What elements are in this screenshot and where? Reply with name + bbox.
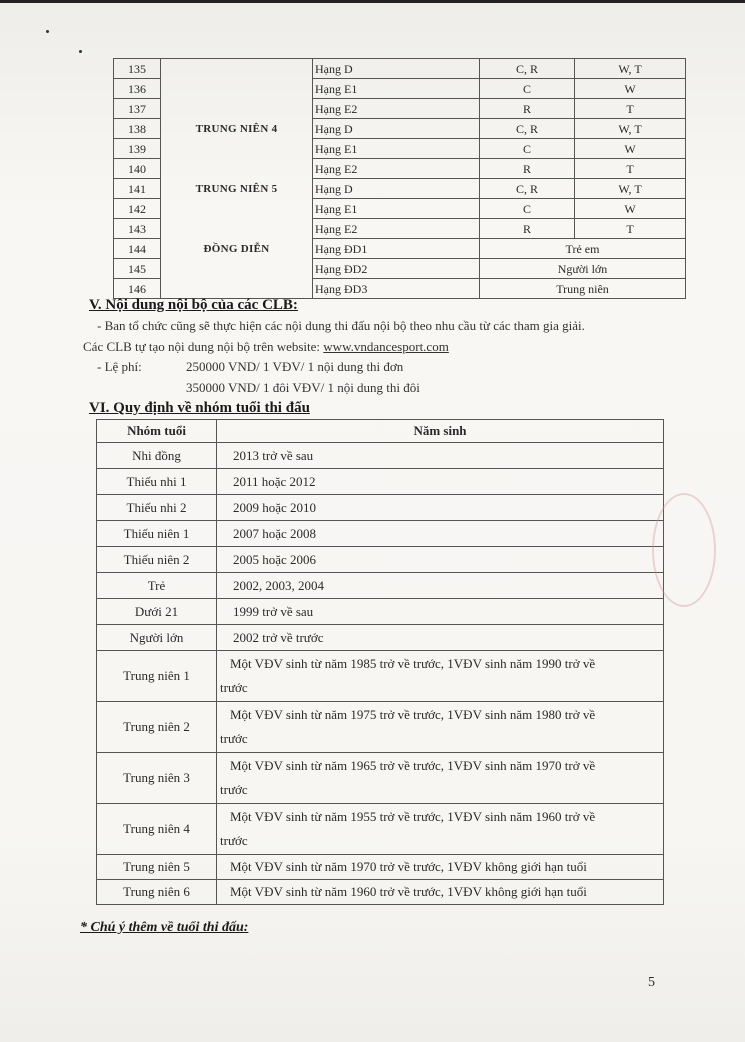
table-row	[97, 702, 664, 753]
event-group	[161, 139, 313, 159]
event-level: Hạng ĐD3	[313, 279, 480, 299]
age-group: Thiếu niên 1	[97, 521, 217, 547]
event-number: 135	[114, 59, 161, 79]
birth-year: 2011 hoặc 2012	[217, 469, 664, 495]
section-5-line-2-text: Các CLB tự tạo nội dung nội bộ trên website:	[83, 339, 324, 354]
event-dances-extra: T	[575, 159, 686, 179]
event-group	[161, 159, 313, 179]
event-level: Hạng D	[313, 179, 480, 199]
stamp-mark	[652, 493, 716, 607]
section-5-line-1: - Ban tổ chức cũng sẽ thực hiện các nội dung thi đấu nội bộ theo nhu cầu từ các tham gia giải.	[97, 318, 585, 333]
table-row	[114, 59, 686, 79]
event-number: 141	[114, 179, 161, 199]
table-row	[97, 855, 664, 880]
event-number: 143	[114, 219, 161, 239]
event-group	[161, 199, 313, 219]
event-group: TRUNG NIÊN 4	[161, 119, 313, 139]
event-number: 145	[114, 259, 161, 279]
event-level: Hạng E1	[313, 139, 480, 159]
age-group: Thiếu nhi 2	[97, 495, 217, 521]
age-groups-table	[96, 419, 664, 905]
birth-year-rule	[217, 880, 664, 905]
birth-year-rule	[217, 702, 664, 753]
birth-year-rule	[217, 651, 664, 702]
event-dances: C, R	[480, 59, 575, 79]
birth-year: 2009 hoặc 2010	[217, 495, 664, 521]
fee-label: - Lệ phí:	[97, 359, 142, 374]
table-row	[114, 139, 686, 159]
event-dances-extra: T	[575, 99, 686, 119]
table-row	[114, 119, 686, 139]
event-number: 144	[114, 239, 161, 259]
table-row	[97, 443, 664, 469]
table-row	[97, 547, 664, 573]
event-level: Hạng E1	[313, 199, 480, 219]
event-category: Trẻ em	[480, 239, 686, 259]
fee-couple: 350000 VND/ 1 đôi VĐV/ 1 nội dung thi đôi	[186, 380, 420, 395]
birth-year: 2005 hoặc 2006	[217, 547, 664, 573]
scan-top-edge	[0, 0, 745, 3]
section-5-heading: V. Nội dung nội bộ của các CLB:	[89, 297, 298, 313]
table-row	[114, 159, 686, 179]
events-table	[113, 58, 686, 299]
age-group: Trung niên 5	[97, 855, 217, 880]
birth-year-rule-line-2: trước	[220, 680, 248, 695]
age-group: Trung niên 3	[97, 753, 217, 804]
table-row	[114, 239, 686, 259]
website-link[interactable]: www.vndancesport.com	[323, 339, 449, 354]
table-row	[97, 495, 664, 521]
age-group: Trung niên 6	[97, 880, 217, 905]
note-heading: * Chú ý thêm về tuổi thi đấu:	[80, 920, 249, 935]
event-dances: C, R	[480, 119, 575, 139]
event-dances-extra: W, T	[575, 119, 686, 139]
event-category: Trung niên	[480, 279, 686, 299]
birth-year-rule-line-1: Một VĐV sinh từ năm 1975 trở về trước, 1VĐV sinh năm 1980 trở về	[230, 707, 596, 722]
event-group	[161, 79, 313, 99]
birth-year-rule-line-2: trước	[220, 731, 248, 746]
event-group	[161, 259, 313, 279]
event-dances: C, R	[480, 179, 575, 199]
event-dances: R	[480, 159, 575, 179]
event-level: Hạng E2	[313, 219, 480, 239]
table-header-row	[97, 420, 664, 443]
table-row	[114, 179, 686, 199]
section-5-line-2	[83, 339, 449, 355]
birth-year-rule-line-1: Một VĐV sinh từ năm 1955 trở về trước, 1VĐV sinh năm 1960 trở về	[230, 809, 596, 824]
birth-year-rule-line-2: trước	[220, 782, 248, 797]
table-row	[97, 625, 664, 651]
event-group: TRUNG NIÊN 5	[161, 179, 313, 199]
fee-single: 250000 VND/ 1 VĐV/ 1 nội dung thi đơn	[186, 359, 404, 374]
event-dances: C	[480, 199, 575, 219]
age-group: Dưới 21	[97, 599, 217, 625]
event-group	[161, 279, 313, 299]
age-group: Thiếu nhi 1	[97, 469, 217, 495]
table-row	[97, 804, 664, 855]
table-row	[97, 651, 664, 702]
birth-year: 2002 trở về trước	[217, 625, 664, 651]
event-number: 142	[114, 199, 161, 219]
birth-year: 1999 trở về sau	[217, 599, 664, 625]
column-header-year: Năm sinh	[217, 420, 664, 443]
event-level: Hạng D	[313, 119, 480, 139]
event-dances: C	[480, 139, 575, 159]
table-row	[97, 573, 664, 599]
table-row	[114, 199, 686, 219]
event-number: 140	[114, 159, 161, 179]
event-level: Hạng D	[313, 59, 480, 79]
scan-speck	[46, 30, 49, 33]
table-row	[97, 521, 664, 547]
table-row	[97, 599, 664, 625]
birth-year-rule-line-1: Một VĐV sinh từ năm 1970 trở về trước, 1VĐV không giới hạn tuổi	[230, 859, 587, 874]
table-row	[114, 219, 686, 239]
age-group: Trung niên 4	[97, 804, 217, 855]
event-group	[161, 99, 313, 119]
event-level: Hạng E2	[313, 159, 480, 179]
birth-year-rule	[217, 855, 664, 880]
age-group: Thiếu niên 2	[97, 547, 217, 573]
table-row	[114, 259, 686, 279]
age-group: Trung niên 2	[97, 702, 217, 753]
page-number: 5	[648, 975, 655, 990]
table-row	[114, 279, 686, 299]
birth-year-rule	[217, 804, 664, 855]
event-dances-extra: W, T	[575, 59, 686, 79]
table-row	[97, 469, 664, 495]
scan-speck	[79, 50, 82, 53]
event-category: Người lớn	[480, 259, 686, 279]
birth-year-rule-line-2: trước	[220, 833, 248, 848]
birth-year-rule-line-1: Một VĐV sinh từ năm 1960 trở về trước, 1VĐV không giới hạn tuổi	[230, 884, 587, 899]
event-number: 136	[114, 79, 161, 99]
event-number: 146	[114, 279, 161, 299]
event-group	[161, 219, 313, 239]
age-group: Trẻ	[97, 573, 217, 599]
event-dances: R	[480, 99, 575, 119]
event-number: 139	[114, 139, 161, 159]
age-group: Người lớn	[97, 625, 217, 651]
event-level: Hạng ĐD2	[313, 259, 480, 279]
table-row	[97, 880, 664, 905]
event-dances-extra: W	[575, 79, 686, 99]
birth-year: 2007 hoặc 2008	[217, 521, 664, 547]
table-row	[114, 99, 686, 119]
event-dances: R	[480, 219, 575, 239]
event-group	[161, 59, 313, 79]
age-group: Trung niên 1	[97, 651, 217, 702]
event-number: 138	[114, 119, 161, 139]
event-dances-extra: W	[575, 199, 686, 219]
birth-year-rule-line-1: Một VĐV sinh từ năm 1985 trở về trước, 1VĐV sinh năm 1990 trở về	[230, 656, 596, 671]
event-dances-extra: T	[575, 219, 686, 239]
section-6-heading: VI. Quy định về nhóm tuổi thi đấu	[89, 400, 310, 416]
birth-year: 2002, 2003, 2004	[217, 573, 664, 599]
age-group: Nhi đồng	[97, 443, 217, 469]
birth-year-rule	[217, 753, 664, 804]
event-dances-extra: W, T	[575, 179, 686, 199]
event-level: Hạng E1	[313, 79, 480, 99]
column-header-group: Nhóm tuổi	[97, 420, 217, 443]
table-row	[97, 753, 664, 804]
birth-year-rule-line-1: Một VĐV sinh từ năm 1965 trở về trước, 1VĐV sinh năm 1970 trở về	[230, 758, 596, 773]
event-level: Hạng ĐD1	[313, 239, 480, 259]
event-number: 137	[114, 99, 161, 119]
event-dances: C	[480, 79, 575, 99]
event-dances-extra: W	[575, 139, 686, 159]
birth-year: 2013 trở về sau	[217, 443, 664, 469]
event-group: ĐỒNG DIỄN	[161, 239, 313, 259]
event-level: Hạng E2	[313, 99, 480, 119]
table-row	[114, 79, 686, 99]
